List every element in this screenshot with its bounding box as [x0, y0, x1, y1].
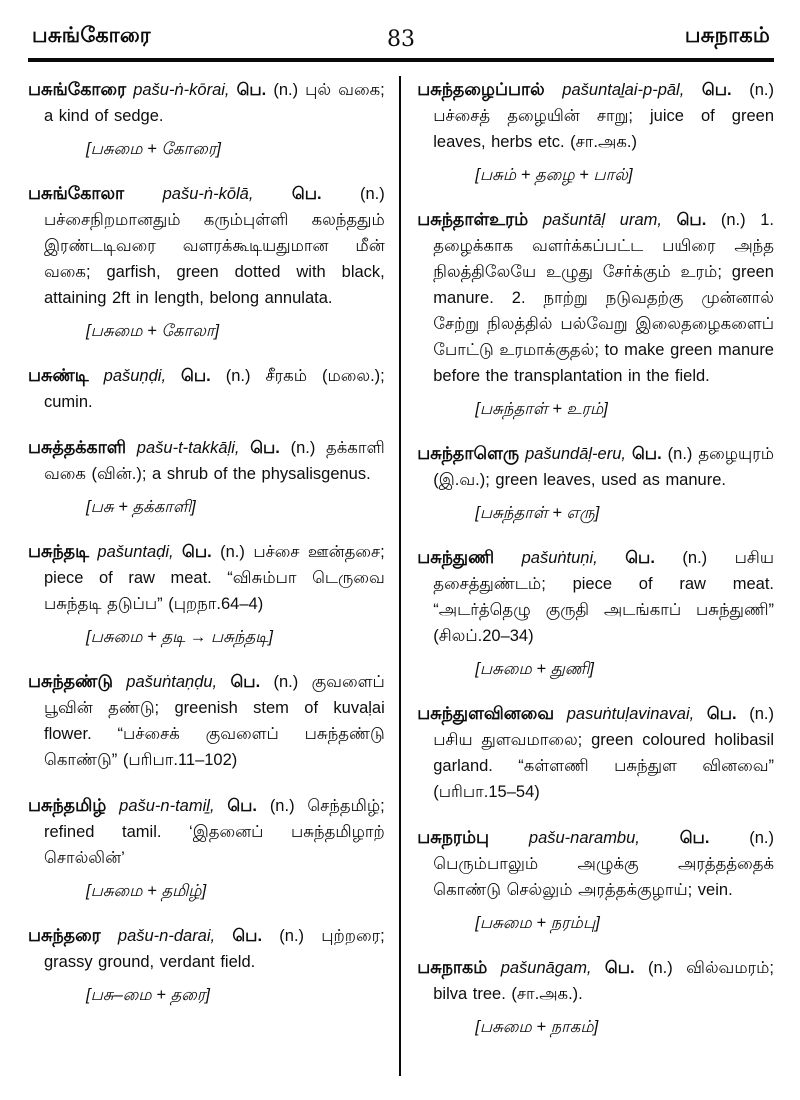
entry-pos-tamil: பெ.: [182, 543, 212, 561]
entry-pos-tamil: பெ.: [625, 549, 655, 567]
entry-pos-tamil: பெ.: [701, 81, 732, 99]
entry-headword: பசுந்தழைப்பால்: [417, 79, 545, 99]
dictionary-entry: [28, 538, 385, 649]
entry-definition: வில்வமரம்; bilva tree. (சா.அக.).: [433, 959, 775, 1003]
dictionary-entry: [417, 206, 774, 421]
entry-pos-english: (n.): [273, 673, 299, 691]
entry-headword: பசுந்தாள்உரம்: [417, 209, 529, 229]
entry-etymology: [பசு–மை + தரை]: [86, 986, 210, 1004]
entry-definition: செந்தமிழ்; refined tamil. ‘இதனைப் பசுந்தமிழாற் சொல்லின்’: [44, 797, 385, 867]
entry-pos-tamil: பெ.: [631, 445, 662, 463]
entry-transliteration: pašunāgam,: [500, 959, 592, 977]
entry-headword: பசுந்தடி: [28, 541, 89, 561]
entry-definition: தக்காளி வகை (வின்.); a shrub of the physalisgenus.: [44, 439, 385, 483]
entry-pos-tamil: பெ.: [227, 797, 258, 815]
entry-etymology: [பசும் + தழை + பால்]: [475, 166, 633, 184]
dictionary-entry: [28, 792, 385, 903]
entry-body-text: [417, 76, 774, 155]
right-column: [401, 76, 774, 1076]
entry-pos-tamil: பெ.: [291, 185, 322, 203]
entry-body-text: [417, 954, 774, 1007]
entry-body-text: [417, 700, 774, 805]
entry-body-text: [28, 180, 385, 311]
entry-pos-english: (n.): [273, 81, 299, 99]
entry-headword: பசுத்தக்காளி: [28, 437, 127, 457]
entry-etymology: [பசுமை + தடி → பசுந்தடி]: [86, 628, 273, 646]
entry-body-text: [28, 668, 385, 773]
entry-etymology: [பசுந்தாள் + எரு]: [475, 504, 600, 522]
entry-transliteration: pašu-ṅ-kōlā,: [162, 185, 254, 203]
entry-body-text: [28, 76, 385, 129]
entry-headword: பசுங்கோலா: [28, 183, 125, 203]
entry-transliteration: pašu-n-tamiḻ,: [119, 797, 215, 815]
dictionary-entry: [28, 76, 385, 161]
entry-transliteration: pašuṇḍi,: [103, 367, 167, 385]
entry-pos-tamil: பெ.: [679, 829, 710, 847]
entry-pos-english: (n.): [682, 549, 708, 567]
entry-headword: பசுண்டி: [28, 365, 89, 385]
page-number: 83: [387, 27, 415, 52]
entry-transliteration: pašu-t-takkāḷi,: [136, 439, 240, 457]
dictionary-entry: [417, 824, 774, 935]
dictionary-entry: [417, 544, 774, 681]
entry-transliteration: pašuntaḻai-p-pāl,: [562, 81, 685, 99]
entry-transliteration: pašu-ṅ-kōrai,: [133, 81, 230, 99]
entry-definition: பச்சைத் தழையின் சாறு; juice of green leaves, herbs etc. (சா.அக.): [433, 107, 774, 151]
dictionary-entry: [417, 440, 774, 525]
entry-definition: குவளைப் பூவின் தண்டு; greenish stem of kuvaḷai flower. “பச்சைக் குவளைப் பசுந்தண்டு கொண்டு” (பரிபா.11–102): [44, 673, 385, 769]
dictionary-entry: [417, 954, 774, 1039]
entry-pos-english: (n.): [720, 211, 746, 229]
entry-pos-tamil: பெ.: [706, 705, 737, 723]
entry-transliteration: pašuṅtuṇi,: [521, 549, 598, 567]
entry-definition: பச்சைநிறமானதும் கரும்புள்ளி கலந்ததும் இரண்டடிவரை வளரக்கூடியதுமான மீன் வகை; garfish, green dotted with black, attaining 2ft in length, belong annulata.: [44, 211, 385, 307]
entry-headword: பசுந்துளவினவை: [417, 703, 555, 723]
guide-word-right: பசுநாகம்: [684, 24, 770, 47]
entry-pos-english: (n.): [225, 367, 251, 385]
entry-etymology: [பசுமை + தமிழ்]: [86, 882, 207, 900]
entry-body-text: [28, 922, 385, 975]
entry-pos-tamil: பெ.: [181, 367, 211, 385]
entry-pos-tamil: பெ.: [230, 673, 261, 691]
entry-headword: பசுந்தமிழ்: [28, 795, 107, 815]
entry-pos-english: (n.): [749, 81, 775, 99]
dictionary-entry: [28, 362, 385, 415]
entry-transliteration: pašu-narambu,: [528, 829, 640, 847]
entry-body-text: [417, 544, 774, 649]
entry-transliteration: pašuntāḷ uram,: [542, 211, 662, 229]
entry-pos-tamil: பெ.: [236, 81, 267, 99]
entry-pos-english: (n.): [749, 705, 774, 723]
entry-headword: பசுங்கோரை: [28, 79, 127, 99]
entry-etymology: [பசுமை + துணி]: [475, 660, 595, 678]
guide-word-left: பசுங்கோரை: [32, 24, 151, 47]
entry-body-text: [417, 206, 774, 389]
two-column-body: [28, 76, 774, 1076]
entry-headword: பசுந்தாளெரு: [417, 443, 520, 463]
entry-etymology: [பசுமை + நரம்பு]: [475, 914, 600, 932]
entry-headword: பசுந்தண்டு: [28, 671, 113, 691]
entry-etymology: [பசுமை + கோரை]: [86, 140, 221, 158]
entry-body-text: [28, 362, 385, 415]
entry-pos-english: (n.): [269, 797, 295, 815]
entry-pos-english: (n.): [360, 185, 385, 203]
entry-definition: சீரகம் (மலை.); cumin.: [44, 367, 385, 411]
entry-body-text: [28, 792, 385, 871]
entry-definition: புற்றரை; grassy ground, verdant field.: [44, 927, 385, 971]
entry-transliteration: pasuṅtuḷavinavai,: [566, 705, 695, 723]
entry-body-text: [28, 538, 385, 617]
entry-headword: பசுந்துணி: [417, 547, 495, 567]
entry-body-text: [417, 440, 774, 493]
entry-pos-english: (n.): [279, 927, 305, 945]
dictionary-entry: [417, 700, 774, 805]
entry-transliteration: pašuṅtaṇḍu,: [126, 673, 218, 691]
entry-definition: பசிய தசைத்துண்டம்; piece of raw meat. “அடர்த்தெழு குருதி அடங்காப் பசுந்துணி” (சிலப்.20–34): [433, 549, 774, 645]
left-column: [28, 76, 399, 1076]
entry-pos-english: (n.): [749, 829, 774, 847]
entry-etymology: [பசுமை + நாகம்]: [475, 1018, 599, 1036]
entry-definition: பச்சை ஊன்தசை; piece of raw meat. “விசும்பா டெருவை பசுந்தடி தடுப்ப” (புறநா.64–4): [44, 543, 385, 613]
entry-transliteration: pašu-n-darai,: [117, 927, 216, 945]
entry-definition: புல் வகை; a kind of sedge.: [44, 81, 385, 125]
page-header: [28, 10, 774, 56]
header-rule: [28, 58, 774, 62]
entry-etymology: [பசுமை + கோலா]: [86, 322, 220, 340]
entry-etymology: [பசு + தக்காளி]: [86, 498, 196, 516]
dictionary-entry: [28, 668, 385, 773]
entry-pos-english: (n.): [290, 439, 316, 457]
entry-pos-english: (n.): [667, 445, 693, 463]
entry-transliteration: pašuntaḍi,: [97, 543, 174, 561]
entry-headword: பசுநரம்பு: [417, 827, 490, 847]
dictionary-entry: [28, 180, 385, 343]
entry-definition: 1. தழைக்காக வளர்க்கப்பட்ட பயிரை அந்த நிலத்திலேயே உழுது சேர்க்கும் உரம்; green manure. 2. நாற்று நடுவதற்கு முன்னால் சேற்று நிலத்தில் பல்வேறு இலைதழைகளைப் போட்டு உரமாக்குதல்; to make green manure before the transplantation in the field.: [433, 211, 774, 385]
entry-definition: பெரும்பாலும் அழுக்கு அரத்தத்தைக் கொண்டு செல்லும் அரத்தக்குழாய்; vein.: [433, 855, 774, 899]
dictionary-entry: [28, 434, 385, 519]
entry-definition: தழையுரம் (இ.வ.); green leaves, used as manure.: [433, 445, 774, 489]
dictionary-entry: [417, 76, 774, 187]
entry-pos-english: (n.): [647, 959, 673, 977]
entry-pos-tamil: பெ.: [250, 439, 280, 457]
entry-headword: பசுநாகம்: [417, 957, 488, 977]
entry-pos-tamil: பெ.: [676, 211, 707, 229]
entry-pos-tamil: பெ.: [604, 959, 635, 977]
entry-pos-tamil: பெ.: [232, 927, 263, 945]
entry-etymology: [பசுந்தாள் + உரம்]: [475, 400, 608, 418]
entry-body-text: [28, 434, 385, 487]
dictionary-entry: [28, 922, 385, 1007]
entry-definition: பசிய துளவமாலை; green coloured holibasil garland. “கள்ளணி பசுந்துள வினவை” (பரிபா.15–54): [433, 731, 774, 801]
entry-body-text: [417, 824, 774, 903]
entry-transliteration: pašundāḷ-eru,: [525, 445, 626, 463]
entry-pos-english: (n.): [220, 543, 245, 561]
entry-headword: பசுந்தரை: [28, 925, 101, 945]
